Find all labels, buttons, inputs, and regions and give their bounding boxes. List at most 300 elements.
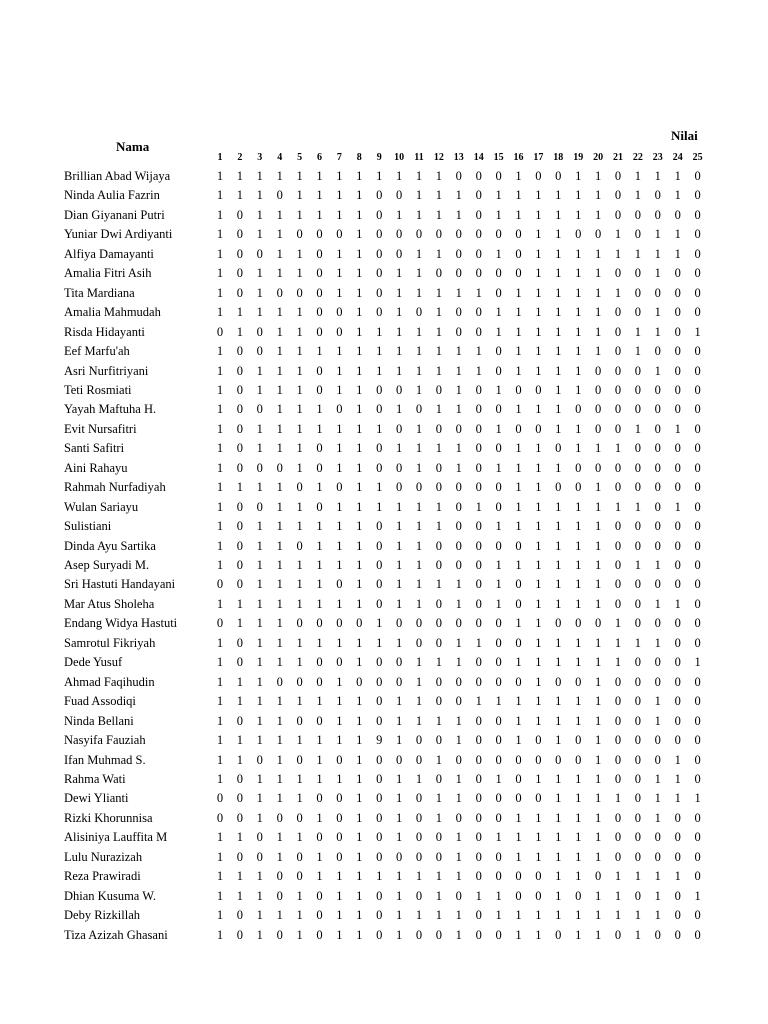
score-cell: 0 xyxy=(694,927,701,942)
score-cell: 0 xyxy=(376,810,383,825)
score-cell: 0 xyxy=(654,285,661,300)
score-cell: 1 xyxy=(395,830,403,845)
student-name: Santi Safitri xyxy=(64,441,125,456)
score-cell: 1 xyxy=(356,577,363,592)
score-cell: 1 xyxy=(296,169,303,183)
score-cell: 0 xyxy=(435,849,443,864)
score-cell: 0 xyxy=(455,324,462,339)
score-cell: 1 xyxy=(276,713,283,728)
score-cell: 1 xyxy=(256,635,263,650)
score-cell: 1 xyxy=(694,888,701,903)
score-cell: 1 xyxy=(256,771,263,786)
score-cell: 0 xyxy=(475,869,482,884)
score-cell: 0 xyxy=(535,791,542,806)
score-cell: 1 xyxy=(594,655,602,670)
score-cell: 1 xyxy=(256,227,263,242)
score-cell: 1 xyxy=(495,324,502,339)
column-header: 24 xyxy=(672,152,683,163)
score-cell: 0 xyxy=(316,791,323,806)
score-cell: 0 xyxy=(256,752,263,767)
score-cell: 0 xyxy=(455,499,462,514)
score-cell: 1 xyxy=(594,344,602,359)
score-cell: 0 xyxy=(575,480,582,495)
score-cell: 0 xyxy=(336,324,343,339)
score-cell: 1 xyxy=(555,596,562,611)
student-name: Rahma Wati xyxy=(64,771,126,786)
score-cell: 1 xyxy=(555,538,562,553)
score-cell: 1 xyxy=(654,324,661,339)
score-cell: 0 xyxy=(475,246,482,261)
score-cell: 1 xyxy=(336,771,343,786)
score-cell: 0 xyxy=(535,733,542,748)
score-cell: 1 xyxy=(296,771,303,786)
score-cell: 1 xyxy=(515,713,522,728)
score-cell: 1 xyxy=(356,849,363,864)
score-cell: 0 xyxy=(634,441,642,456)
score-cell: 1 xyxy=(395,791,403,806)
score-cell: 0 xyxy=(316,441,323,456)
score-cell: 1 xyxy=(395,694,403,709)
score-cell: 1 xyxy=(455,402,462,417)
column-header: 20 xyxy=(593,152,604,163)
score-cell: 1 xyxy=(694,655,701,670)
score-cell: 1 xyxy=(694,324,701,339)
score-cell: 1 xyxy=(535,616,542,631)
score-cell: 0 xyxy=(415,402,423,417)
score-cell: 1 xyxy=(555,771,562,786)
score-cell: 0 xyxy=(634,830,642,845)
score-cell: 1 xyxy=(575,344,582,359)
score-cell: 0 xyxy=(555,480,562,495)
score-cell: 1 xyxy=(296,908,303,923)
score-cell: 0 xyxy=(296,869,303,884)
score-cell: 1 xyxy=(236,305,244,320)
score-cell: 1 xyxy=(455,771,462,786)
score-cell: 0 xyxy=(316,927,323,942)
score-cell: 0 xyxy=(475,849,482,864)
score-cell: 1 xyxy=(594,596,602,611)
score-cell: 1 xyxy=(336,558,343,572)
score-cell: 0 xyxy=(594,616,602,631)
score-cell: 0 xyxy=(455,694,462,709)
score-cell: 1 xyxy=(216,888,224,903)
score-cell: 0 xyxy=(395,752,403,767)
score-cell: 0 xyxy=(674,285,681,300)
score-cell: 1 xyxy=(515,519,522,534)
score-cell: 0 xyxy=(535,752,542,767)
score-cell: 1 xyxy=(296,207,303,222)
score-cell: 0 xyxy=(376,849,383,864)
score-cell: 0 xyxy=(634,713,642,728)
score-cell: 1 xyxy=(634,421,642,436)
score-cell: 1 xyxy=(356,344,363,359)
score-cell: 1 xyxy=(435,908,443,923)
score-cell: 1 xyxy=(495,771,502,786)
score-cell: 1 xyxy=(614,227,622,242)
score-cell: 1 xyxy=(236,694,244,709)
score-cell: 1 xyxy=(435,169,443,183)
score-cell: 1 xyxy=(614,655,622,670)
score-cell: 1 xyxy=(614,285,622,300)
score-cell: 1 xyxy=(415,655,423,670)
score-cell: 1 xyxy=(415,577,423,592)
nilai-title: Nilai xyxy=(671,128,698,143)
score-cell: 1 xyxy=(555,810,562,825)
score-cell: 1 xyxy=(535,558,542,572)
column-header: 10 xyxy=(394,152,405,163)
score-cell: 0 xyxy=(535,888,542,903)
score-cell: 1 xyxy=(435,791,443,806)
score-cell: 1 xyxy=(515,441,522,456)
score-cell: 0 xyxy=(475,616,482,631)
score-cell: 1 xyxy=(515,616,522,631)
score-cell: 1 xyxy=(276,616,283,631)
score-cell: 0 xyxy=(694,207,701,222)
score-cell: 0 xyxy=(475,655,482,670)
score-cell: 1 xyxy=(594,830,602,845)
score-cell: 1 xyxy=(555,655,562,670)
score-cell: 0 xyxy=(634,849,642,864)
score-cell: 1 xyxy=(356,733,363,748)
score-cell: 0 xyxy=(634,266,642,281)
score-cell: 1 xyxy=(395,266,403,281)
score-cell: 1 xyxy=(216,908,224,923)
score-cell: 1 xyxy=(316,577,323,592)
score-cell: 0 xyxy=(535,169,542,183)
score-cell: 1 xyxy=(475,888,482,903)
score-cell: 1 xyxy=(495,596,502,611)
score-cell: 1 xyxy=(395,499,403,514)
score-cell: 0 xyxy=(376,694,383,709)
column-header: 22 xyxy=(632,152,643,163)
score-cell: 0 xyxy=(634,207,642,222)
score-cell: 1 xyxy=(356,460,363,475)
score-cell: 0 xyxy=(316,674,323,689)
score-cell: 1 xyxy=(515,810,522,825)
score-cell: 0 xyxy=(694,596,701,611)
score-cell: 1 xyxy=(515,499,522,514)
score-cell: 0 xyxy=(674,324,681,339)
score-cell: 0 xyxy=(614,596,622,611)
score-cell: 1 xyxy=(654,246,661,261)
score-cell: 1 xyxy=(376,324,383,339)
score-cell: 1 xyxy=(296,266,303,281)
score-cell: 0 xyxy=(475,305,482,320)
score-cell: 0 xyxy=(316,908,323,923)
score-cell: 0 xyxy=(415,480,423,495)
score-cell: 0 xyxy=(475,207,482,222)
score-cell: 1 xyxy=(216,480,224,495)
score-cell: 1 xyxy=(356,908,363,923)
score-cell: 1 xyxy=(654,869,661,884)
score-cell: 0 xyxy=(674,810,681,825)
score-cell: 0 xyxy=(435,480,443,495)
score-cell: 1 xyxy=(256,927,263,942)
score-cell: 0 xyxy=(614,266,622,281)
score-cell: 0 xyxy=(674,694,681,709)
score-cell: 1 xyxy=(555,324,562,339)
score-cell: 1 xyxy=(356,927,363,942)
score-cell: 1 xyxy=(395,519,403,534)
score-cell: 1 xyxy=(435,246,443,261)
score-cell: 0 xyxy=(236,441,244,456)
score-cell: 0 xyxy=(614,771,622,786)
score-cell: 1 xyxy=(296,188,303,203)
score-cell: 0 xyxy=(654,927,661,942)
score-cell: 0 xyxy=(694,227,701,242)
score-cell: 0 xyxy=(435,927,443,942)
score-cell: 0 xyxy=(376,207,383,222)
score-cell: 0 xyxy=(296,285,303,300)
score-cell: 1 xyxy=(395,713,403,728)
score-cell: 0 xyxy=(236,421,244,436)
score-cell: 1 xyxy=(316,558,323,572)
score-cell: 1 xyxy=(594,694,602,709)
score-cell: 1 xyxy=(216,927,224,942)
score-cell: 1 xyxy=(395,305,403,320)
score-cell: 1 xyxy=(236,830,244,845)
score-cell: 0 xyxy=(614,674,622,689)
score-cell: 1 xyxy=(535,519,542,534)
score-cell: 0 xyxy=(515,246,522,261)
score-cell: 1 xyxy=(415,266,423,281)
score-cell: 0 xyxy=(654,733,661,748)
score-cell: 0 xyxy=(575,402,582,417)
score-cell: 1 xyxy=(356,169,363,183)
score-cell: 0 xyxy=(395,421,403,436)
score-cell: 1 xyxy=(535,635,542,650)
score-cell: 0 xyxy=(634,674,642,689)
score-cell: 1 xyxy=(435,285,443,300)
score-cell: 1 xyxy=(515,324,522,339)
score-cell: 1 xyxy=(356,266,363,281)
score-cell: 1 xyxy=(555,830,562,845)
score-cell: 0 xyxy=(654,616,661,631)
score-cell: 0 xyxy=(256,849,263,864)
score-cell: 1 xyxy=(216,499,224,514)
score-cell: 1 xyxy=(435,577,443,592)
score-cell: 1 xyxy=(256,733,263,748)
score-cell: 1 xyxy=(356,227,363,242)
score-cell: 0 xyxy=(296,538,303,553)
score-cell: 1 xyxy=(256,869,263,884)
score-cell: 0 xyxy=(535,382,542,397)
score-cell: 1 xyxy=(276,791,283,806)
score-cell: 1 xyxy=(415,324,423,339)
score-cell: 1 xyxy=(256,207,263,222)
score-cell: 0 xyxy=(614,538,622,553)
score-cell: 1 xyxy=(276,344,283,359)
score-cell: 0 xyxy=(415,791,423,806)
score-cell: 1 xyxy=(575,305,582,320)
score-cell: 1 xyxy=(415,499,423,514)
score-cell: 0 xyxy=(694,519,701,534)
score-cell: 1 xyxy=(575,713,582,728)
score-cell: 0 xyxy=(475,908,482,923)
score-cell: 1 xyxy=(614,246,622,261)
score-cell: 1 xyxy=(654,635,661,650)
score-cell: 1 xyxy=(674,421,681,436)
score-cell: 0 xyxy=(475,441,482,456)
score-cell: 1 xyxy=(336,888,343,903)
score-cell: 0 xyxy=(634,888,642,903)
score-cell: 1 xyxy=(594,188,602,203)
score-cell: 0 xyxy=(236,791,244,806)
score-cell: 1 xyxy=(336,927,343,942)
score-cell: 0 xyxy=(376,655,383,670)
score-cell: 1 xyxy=(654,694,661,709)
score-cell: 0 xyxy=(674,616,681,631)
score-cell: 0 xyxy=(515,382,522,397)
score-cell: 0 xyxy=(336,402,343,417)
score-cell: 0 xyxy=(256,460,263,475)
score-cell: 1 xyxy=(495,908,502,923)
score-cell: 0 xyxy=(216,616,224,631)
score-cell: 0 xyxy=(674,830,681,845)
score-cell: 0 xyxy=(475,519,482,534)
score-cell: 1 xyxy=(256,441,263,456)
score-cell: 0 xyxy=(415,227,423,242)
score-cell: 1 xyxy=(276,596,283,611)
score-cell: 0 xyxy=(614,849,622,864)
score-cell: 1 xyxy=(336,246,343,261)
score-cell: 0 xyxy=(654,460,661,475)
score-cell: 1 xyxy=(575,538,582,553)
score-cell: 1 xyxy=(415,519,423,534)
score-cell: 1 xyxy=(535,908,542,923)
score-cell: 1 xyxy=(674,596,681,611)
score-cell: 0 xyxy=(594,382,602,397)
score-cell: 1 xyxy=(395,363,403,378)
score-cell: 1 xyxy=(376,616,383,631)
score-cell: 0 xyxy=(455,480,462,495)
score-cell: 1 xyxy=(654,596,661,611)
student-name: Yayah Maftuha H. xyxy=(64,402,157,417)
score-cell: 0 xyxy=(575,616,582,631)
score-cell: 1 xyxy=(256,382,263,397)
score-cell: 1 xyxy=(296,655,303,670)
score-cell: 1 xyxy=(654,791,661,806)
score-cell: 1 xyxy=(455,830,462,845)
score-cell: 0 xyxy=(475,227,482,242)
score-cell: 1 xyxy=(634,324,642,339)
score-cell: 0 xyxy=(236,499,244,514)
score-cell: 0 xyxy=(336,577,343,592)
score-cell: 1 xyxy=(415,363,423,378)
score-cell: 1 xyxy=(535,771,542,786)
score-cell: 0 xyxy=(575,733,582,748)
score-cell: 1 xyxy=(535,344,542,359)
score-cell: 1 xyxy=(654,810,661,825)
score-cell: 0 xyxy=(376,188,383,203)
score-cell: 0 xyxy=(515,888,522,903)
score-cell: 0 xyxy=(316,266,323,281)
score-cell: 1 xyxy=(236,480,244,495)
score-cell: 0 xyxy=(575,227,582,242)
score-cell: 1 xyxy=(356,421,363,436)
score-cell: 0 xyxy=(614,305,622,320)
score-cell: 1 xyxy=(236,733,244,748)
score-cell: 0 xyxy=(674,363,681,378)
score-cell: 1 xyxy=(415,285,423,300)
score-cell: 1 xyxy=(395,635,403,650)
score-cell: 0 xyxy=(455,169,462,183)
score-cell: 0 xyxy=(376,791,383,806)
score-cell: 1 xyxy=(276,830,283,845)
score-cell: 0 xyxy=(455,246,462,261)
score-cell: 0 xyxy=(435,596,443,611)
score-cell: 1 xyxy=(276,324,283,339)
score-cell: 0 xyxy=(575,674,582,689)
score-cell: 1 xyxy=(455,596,462,611)
score-cell: 1 xyxy=(276,363,283,378)
score-cell: 0 xyxy=(495,480,502,495)
column-header: 17 xyxy=(533,152,544,163)
score-cell: 1 xyxy=(395,869,403,884)
score-cell: 1 xyxy=(216,421,224,436)
score-cell: 1 xyxy=(555,305,562,320)
score-cell: 0 xyxy=(376,927,383,942)
score-cell: 1 xyxy=(535,849,542,864)
score-cell: 0 xyxy=(376,577,383,592)
score-cell: 1 xyxy=(614,441,622,456)
score-cell: 1 xyxy=(376,480,383,495)
score-cell: 1 xyxy=(276,480,283,495)
score-cell: 0 xyxy=(475,791,482,806)
score-cell: 1 xyxy=(575,285,582,300)
score-cell: 1 xyxy=(594,324,602,339)
score-cell: 0 xyxy=(236,810,244,825)
score-cell: 1 xyxy=(336,188,343,203)
score-cell: 1 xyxy=(356,188,363,203)
student-name: Tita Mardiana xyxy=(64,285,135,300)
score-cell: 0 xyxy=(694,402,701,417)
score-cell: 0 xyxy=(395,480,403,495)
score-cell: 1 xyxy=(575,810,582,825)
score-cell: 0 xyxy=(395,227,403,242)
score-cell: 1 xyxy=(575,577,582,592)
score-cell: 1 xyxy=(495,421,502,436)
score-cell: 1 xyxy=(435,869,443,884)
score-cell: 0 xyxy=(435,227,443,242)
score-cell: 0 xyxy=(395,616,403,631)
score-cell: 1 xyxy=(296,791,303,806)
score-cell: 1 xyxy=(555,421,562,436)
score-cell: 1 xyxy=(535,207,542,222)
score-cell: 1 xyxy=(575,849,582,864)
score-cell: 1 xyxy=(435,752,443,767)
score-cell: 1 xyxy=(276,305,283,320)
score-cell: 0 xyxy=(475,830,482,845)
score-cell: 0 xyxy=(435,558,443,572)
score-cell: 1 xyxy=(495,888,502,903)
score-cell: 1 xyxy=(296,888,303,903)
score-cell: 1 xyxy=(316,869,323,884)
score-cell: 1 xyxy=(475,499,482,514)
score-cell: 0 xyxy=(495,499,502,514)
score-cell: 0 xyxy=(495,733,502,748)
score-cell: 1 xyxy=(415,674,423,689)
score-cell: 0 xyxy=(376,908,383,923)
score-cell: 1 xyxy=(475,694,482,709)
score-cell: 9 xyxy=(376,733,383,748)
score-cell: 1 xyxy=(316,421,323,436)
score-cell: 1 xyxy=(435,655,443,670)
score-cell: 1 xyxy=(296,363,303,378)
score-cell: 1 xyxy=(216,713,224,728)
score-cell: 1 xyxy=(296,519,303,534)
score-cell: 1 xyxy=(594,207,602,222)
